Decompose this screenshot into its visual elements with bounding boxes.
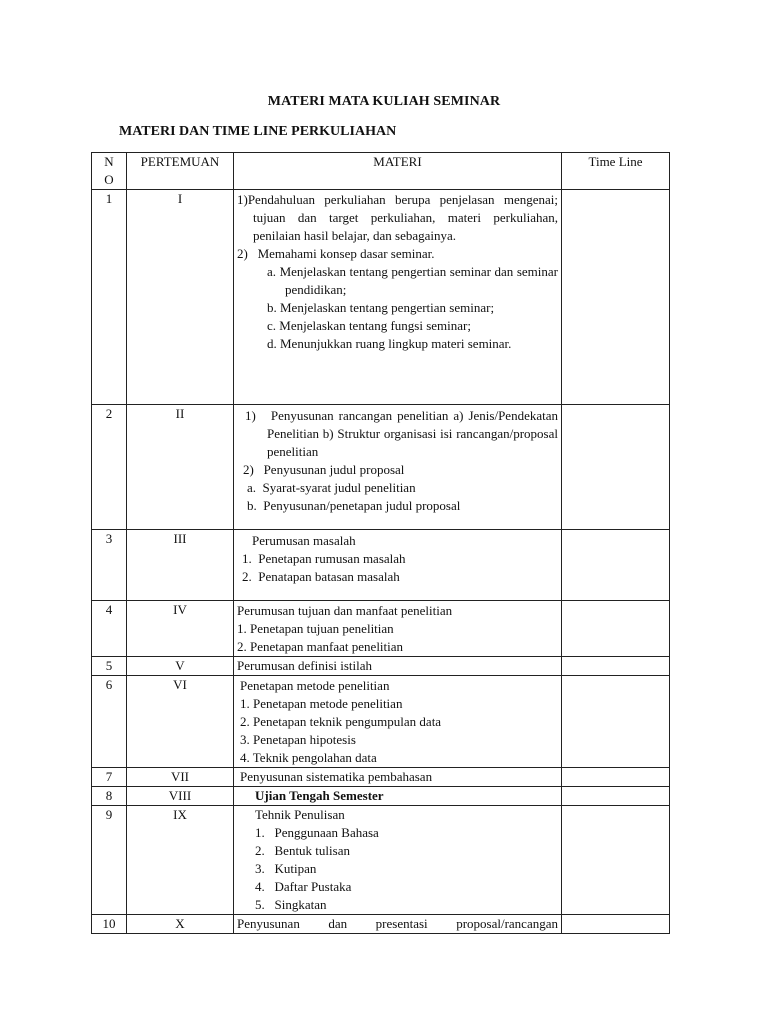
materi-line: Penetapan metode penelitian: [240, 678, 390, 693]
cell-timeline[interactable]: [562, 676, 670, 768]
table-row: [92, 676, 670, 768]
cell-pertemuan: IX: [127, 806, 234, 915]
cell-materi: [234, 806, 562, 915]
cell-no: 6: [92, 676, 127, 768]
materi-line: a. Syarat-syarat judul penelitian: [247, 480, 416, 495]
cell-no: 5: [92, 657, 127, 676]
materi-line: 4. Daftar Pustaka: [255, 879, 352, 894]
materi-line: 3. Penetapan hipotesis: [240, 732, 356, 747]
cell-no: 3: [92, 530, 127, 601]
materi-line: 2. Penatapan batasan masalah: [242, 569, 400, 584]
cell-materi: [234, 601, 562, 657]
table-header-row: [92, 153, 670, 190]
materi-line: Perumusan masalah: [252, 533, 356, 548]
cell-no: 2: [92, 405, 127, 530]
cell-pertemuan: IV: [127, 601, 234, 657]
header-timeline: Time Line: [562, 153, 670, 190]
cell-no: 9: [92, 806, 127, 915]
cell-pertemuan: II: [127, 405, 234, 530]
materi-line: b. Penyusunan/penetapan judul proposal: [247, 498, 461, 513]
materi-line: c. Menjelaskan tentang fungsi seminar;: [267, 318, 471, 333]
cell-materi: [234, 190, 562, 405]
table-row: [92, 405, 670, 530]
schedule-table: [91, 152, 670, 934]
table-row: [92, 190, 670, 405]
cell-pertemuan: VI: [127, 676, 234, 768]
cell-no: 4: [92, 601, 127, 657]
cell-materi: [234, 530, 562, 601]
cell-materi: [234, 915, 562, 934]
cell-materi: [234, 657, 562, 676]
cell-timeline[interactable]: [562, 530, 670, 601]
cell-pertemuan: I: [127, 190, 234, 405]
materi-line: 2. Penetapan manfaat penelitian: [237, 639, 404, 654]
materi-line: 1. Penetapan rumusan masalah: [242, 551, 406, 566]
materi-line: 5. Singkatan: [255, 897, 327, 912]
cell-no: 10: [92, 915, 127, 934]
header-no: N O: [92, 153, 127, 190]
materi-line: Ujian Tengah Semester: [255, 788, 384, 803]
table-row: [92, 530, 670, 601]
materi-line: a. Menjelaskan tentang pengertian seminar dan seminar pendidikan;: [267, 264, 558, 297]
cell-no: 1: [92, 190, 127, 405]
cell-pertemuan: VII: [127, 768, 234, 787]
materi-line: Penyusunan dan presentasi proposal/rancangan: [237, 916, 558, 931]
cell-pertemuan: X: [127, 915, 234, 934]
cell-materi: [234, 676, 562, 768]
cell-pertemuan: VIII: [127, 787, 234, 806]
materi-line: 1. Penetapan tujuan penelitian: [237, 621, 394, 636]
materi-line: 2. Penetapan teknik pengumpulan data: [240, 714, 442, 729]
document-subtitle: MATERI DAN TIME LINE PERKULIAHAN: [119, 124, 397, 139]
cell-materi: [234, 787, 562, 806]
materi-line: d. Menunjukkan ruang lingkup materi seminar.: [267, 336, 512, 351]
cell-pertemuan: III: [127, 530, 234, 601]
cell-pertemuan: V: [127, 657, 234, 676]
materi-line: b. Menjelaskan tentang pengertian seminar;: [267, 300, 495, 315]
table-row: [92, 915, 670, 934]
cell-timeline[interactable]: [562, 601, 670, 657]
table-row: [92, 601, 670, 657]
header-materi: MATERI: [234, 153, 562, 190]
materi-line: 2) Penyusunan judul proposal: [243, 462, 405, 477]
materi-line: 2) Memahami konsep dasar seminar.: [237, 246, 435, 261]
materi-line: 2. Bentuk tulisan: [255, 843, 350, 858]
materi-line: 1. Penggunaan Bahasa: [255, 825, 379, 840]
cell-no: 7: [92, 768, 127, 787]
materi-line: 4. Teknik pengolahan data: [240, 750, 377, 765]
cell-materi: [234, 405, 562, 530]
cell-no: 8: [92, 787, 127, 806]
header-pertemuan: PERTEMUAN: [127, 153, 234, 190]
table-row: [92, 657, 670, 676]
materi-line: Penyusunan sistematika pembahasan: [240, 769, 433, 784]
materi-line: Tehnik Penulisan: [255, 807, 345, 822]
cell-materi: [234, 768, 562, 787]
table-row: [92, 806, 670, 915]
materi-line: 1. Penetapan metode penelitian: [240, 696, 403, 711]
cell-timeline[interactable]: [562, 787, 670, 806]
materi-line: Perumusan tujuan dan manfaat penelitian: [237, 603, 453, 618]
materi-line: 1)Pendahuluan perkuliahan berupa penjelasan mengenai; tujuan dan target perkuliahan, materi perkuliahan, penilaian hasil belajar, dan sebagainya.: [237, 192, 558, 243]
table-row: [92, 768, 670, 787]
table-row: [92, 787, 670, 806]
materi-line: Perumusan definisi istilah: [237, 658, 373, 673]
materi-line: 1) Penyusunan rancangan penelitian a) Jenis/Pendekatan Penelitian b) Struktur organisasi isi rancangan/proposal penelitian: [245, 408, 558, 459]
cell-timeline[interactable]: [562, 915, 670, 934]
cell-timeline[interactable]: [562, 405, 670, 530]
cell-timeline[interactable]: [562, 806, 670, 915]
cell-timeline[interactable]: [562, 768, 670, 787]
materi-line: 3. Kutipan: [255, 861, 317, 876]
cell-timeline[interactable]: [562, 190, 670, 405]
document-title: MATERI MATA KULIAH SEMINAR: [267, 94, 501, 109]
cell-timeline[interactable]: [562, 657, 670, 676]
